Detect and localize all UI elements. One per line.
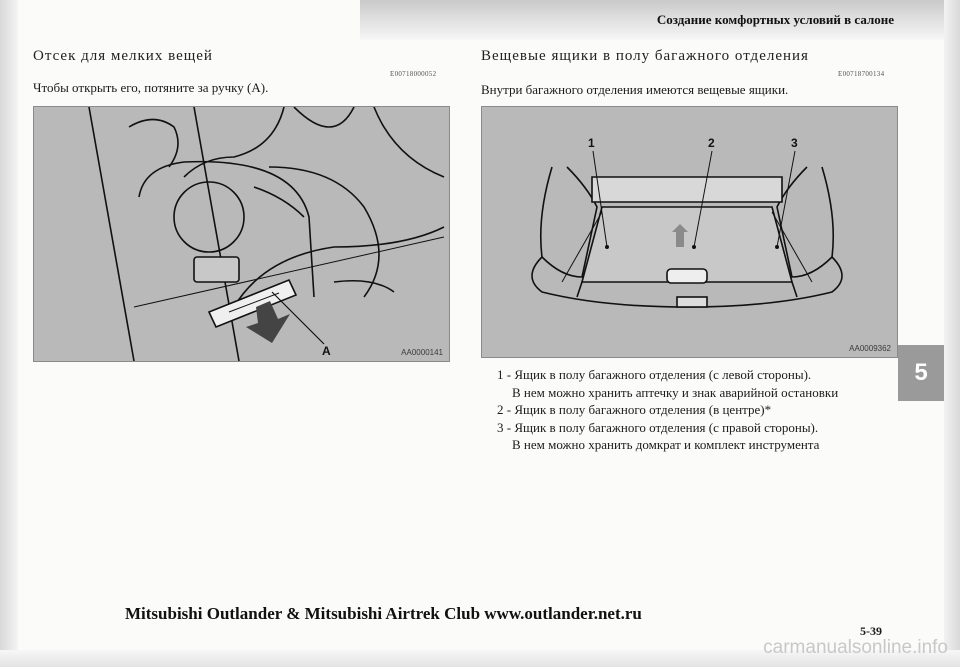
- figure-code: AA0009362: [849, 344, 891, 353]
- figure-cargo-floor-boxes: [481, 106, 898, 358]
- watermark: carmanualsonline.info: [763, 637, 948, 658]
- chapter-tab: 5: [898, 345, 944, 401]
- cargo-illustration: [482, 107, 897, 357]
- section-code: E00718700134: [838, 70, 885, 78]
- figure-code: AA0000141: [401, 348, 443, 357]
- dashboard-illustration: [34, 107, 449, 361]
- figure-small-compartment: [33, 106, 450, 362]
- footer-club-text: Mitsubishi Outlander & Mitsubishi Airtrek Club www.outlander.net.ru: [125, 604, 642, 623]
- page-number: 5-39: [860, 624, 882, 638]
- page-header-title: Создание комфортных условий в салоне: [656, 12, 894, 27]
- section-title-floor-boxes: Вещевые ящики в полу багажного отделения: [481, 48, 809, 64]
- section-text: Внутри багажного отделения имеются вещевые ящики.: [481, 82, 789, 97]
- callout-1: 1: [588, 136, 595, 150]
- section-title-small-items: Отсек для мелких вещей: [33, 48, 213, 64]
- callout-a: A: [322, 344, 331, 358]
- page-edge-right: [944, 0, 960, 667]
- header-bar: [360, 0, 960, 40]
- section-text: Чтобы открыть его, потяните за ручку (A).: [33, 80, 269, 95]
- callout-2: 2: [708, 136, 715, 150]
- figure-legend: [497, 366, 838, 454]
- legend-item: 2 - Ящик в полу багажного отделения (в центре)*: [497, 402, 772, 417]
- legend-item: 3 - Ящик в полу багажного отделения (с правой стороны).: [497, 419, 819, 435]
- legend-item-detail: В нем можно хранить домкрат и комплект инструмента: [512, 437, 820, 452]
- callout-3: 3: [791, 136, 798, 150]
- section-code: E00718000052: [390, 70, 437, 78]
- page-edge-left: [0, 0, 18, 667]
- legend-item-detail: В нем можно хранить аптечку и знак аварийной остановки: [512, 384, 839, 400]
- legend-item: 1 - Ящик в полу багажного отделения (с левой стороны).: [497, 367, 812, 382]
